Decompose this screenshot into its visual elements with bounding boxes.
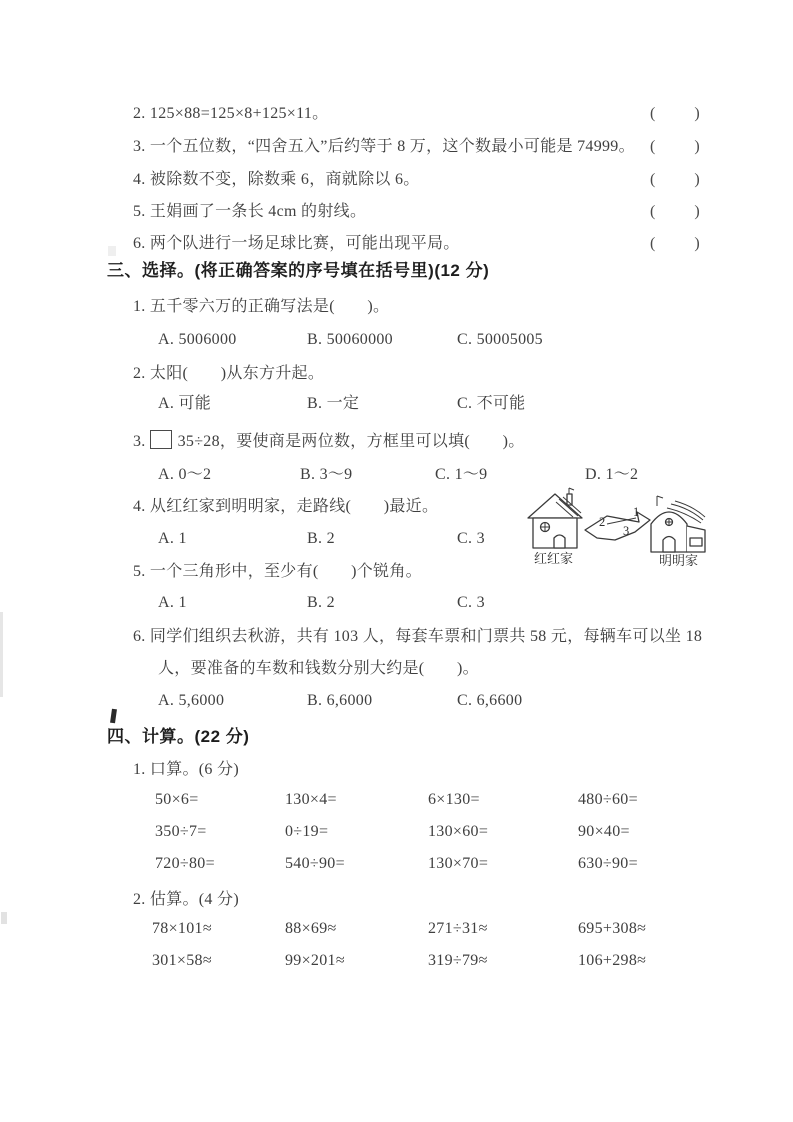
- estimate-expression: 695+308≈: [578, 920, 647, 937]
- scan-artifact: [0, 612, 3, 697]
- estimate-expression: 301×58≈: [152, 952, 212, 969]
- section-3-title: 三、选择。(将正确答案的序号填在括号里)(12 分): [107, 261, 490, 280]
- q3-number: 3.: [133, 433, 146, 450]
- estimate-expression: 99×201≈: [285, 952, 345, 969]
- q3-stem-text: 35÷28，要使商是两位数，方框里可以填( )。: [177, 433, 525, 450]
- left-house-icon: [528, 488, 582, 548]
- option-b: B. 2: [307, 530, 335, 547]
- q5-stem: 5. 一个三角形中，至少有( )个锐角。: [133, 563, 422, 580]
- right-house-icon: [651, 496, 705, 552]
- oral-expression: 0÷19=: [285, 823, 329, 840]
- bracket-open: (: [650, 105, 656, 122]
- truefalse-item-4: [133, 170, 700, 189]
- oral-expression: 90×40=: [578, 823, 630, 840]
- truefalse-item-3: [133, 137, 700, 156]
- oral-expression: 130×60=: [428, 823, 489, 840]
- bracket-close: ): [694, 105, 700, 122]
- option-c: C. 6,6600: [457, 692, 523, 709]
- bracket-open: (: [650, 203, 656, 220]
- bracket-close: ): [694, 203, 700, 220]
- bracket-close: ): [694, 138, 700, 155]
- bracket-close: ): [694, 171, 700, 188]
- option-a: A. 5,6000: [158, 692, 225, 709]
- route-2-label: 2: [599, 515, 606, 529]
- oral-expression: 480÷60=: [578, 791, 638, 808]
- option-d: D. 1～2: [585, 466, 639, 483]
- oral-calc-label: 1. 口算。(6 分): [133, 761, 239, 778]
- routes-arrow: [585, 512, 650, 540]
- estimate-expression: 106+298≈: [578, 952, 647, 969]
- q3-stem: [133, 430, 793, 451]
- scan-artifact: [110, 709, 117, 724]
- answer-brackets: [650, 234, 700, 253]
- option-a: A. 1: [158, 594, 187, 611]
- route-illustration: [523, 486, 713, 568]
- option-c: C. 1～9: [435, 466, 488, 483]
- right-house-label: 明明家: [659, 553, 699, 568]
- oral-expression: 130×4=: [285, 791, 337, 808]
- truefalse-text: 3. 一个五位数，“四舍五入”后约等于 8 万，这个数最小可能是 74999。: [133, 138, 635, 155]
- truefalse-text: 6. 两个队进行一场足球比赛，可能出现平局。: [133, 235, 460, 252]
- oral-expression: 720÷80=: [155, 855, 215, 872]
- q2-stem: 2. 太阳( )从东方升起。: [133, 365, 325, 382]
- answer-brackets: [650, 104, 700, 123]
- option-b: B. 50060000: [307, 331, 393, 348]
- oral-expression: 130×70=: [428, 855, 489, 872]
- bracket-close: ): [694, 235, 700, 252]
- option-b: B. 2: [307, 594, 335, 611]
- option-c: C. 3: [457, 594, 485, 611]
- oral-expression: 50×6=: [155, 791, 199, 808]
- oral-expression: 350÷7=: [155, 823, 207, 840]
- route-1-label: 1: [633, 505, 640, 519]
- option-a: A. 5006000: [158, 331, 237, 348]
- oral-expression: 6×130=: [428, 791, 480, 808]
- truefalse-item-2: [133, 104, 700, 123]
- estimate-expression: 271÷31≈: [428, 920, 488, 937]
- option-a: A. 0～2: [158, 466, 212, 483]
- section-4-title: 四、计算。(22 分): [107, 727, 250, 746]
- bracket-open: (: [650, 138, 656, 155]
- option-b: B. 一定: [307, 395, 360, 412]
- option-b: B. 3～9: [300, 466, 353, 483]
- option-a: A. 可能: [158, 395, 212, 412]
- oral-expression: 540÷90=: [285, 855, 345, 872]
- truefalse-text: 2. 125×88=125×8+125×11。: [133, 105, 329, 122]
- truefalse-text: 5. 王娟画了一条长 4cm 的射线。: [133, 203, 367, 220]
- scan-artifact: [108, 246, 116, 256]
- truefalse-item-6: [133, 234, 700, 253]
- oral-expression: 630÷90=: [578, 855, 638, 872]
- q1-stem: 1. 五千零六万的正确写法是( )。: [133, 298, 390, 315]
- answer-brackets: [650, 137, 700, 156]
- scan-artifact: [1, 912, 7, 924]
- bracket-open: (: [650, 171, 656, 188]
- estimate-expression: 319÷79≈: [428, 952, 488, 969]
- bracket-open: (: [650, 235, 656, 252]
- option-c: C. 不可能: [457, 395, 526, 412]
- option-c: C. 3: [457, 530, 485, 547]
- blank-box: [150, 430, 172, 449]
- route-3-label: 3: [623, 524, 630, 538]
- q6-stem-line2: 人，要准备的车数和钱数分别大约是( )。: [158, 660, 479, 677]
- estimate-expression: 88×69≈: [285, 920, 337, 937]
- option-b: B. 6,6000: [307, 692, 373, 709]
- estimate-label: 2. 估算。(4 分): [133, 891, 239, 908]
- option-c: C. 50005005: [457, 331, 543, 348]
- truefalse-text: 4. 被除数不变，除数乘 6，商就除以 6。: [133, 171, 420, 188]
- answer-brackets: [650, 170, 700, 189]
- q4-stem: 4. 从红红家到明明家，走路线( )最近。: [133, 498, 439, 515]
- truefalse-item-5: [133, 202, 700, 221]
- option-a: A. 1: [158, 530, 187, 547]
- estimate-expression: 78×101≈: [152, 920, 212, 937]
- q6-stem-line1: 6. 同学们组织去秋游，共有 103 人，每套车票和门票共 58 元，每辆车可以坐 18: [133, 628, 703, 645]
- answer-brackets: [650, 202, 700, 221]
- left-house-label: 红红家: [534, 551, 574, 566]
